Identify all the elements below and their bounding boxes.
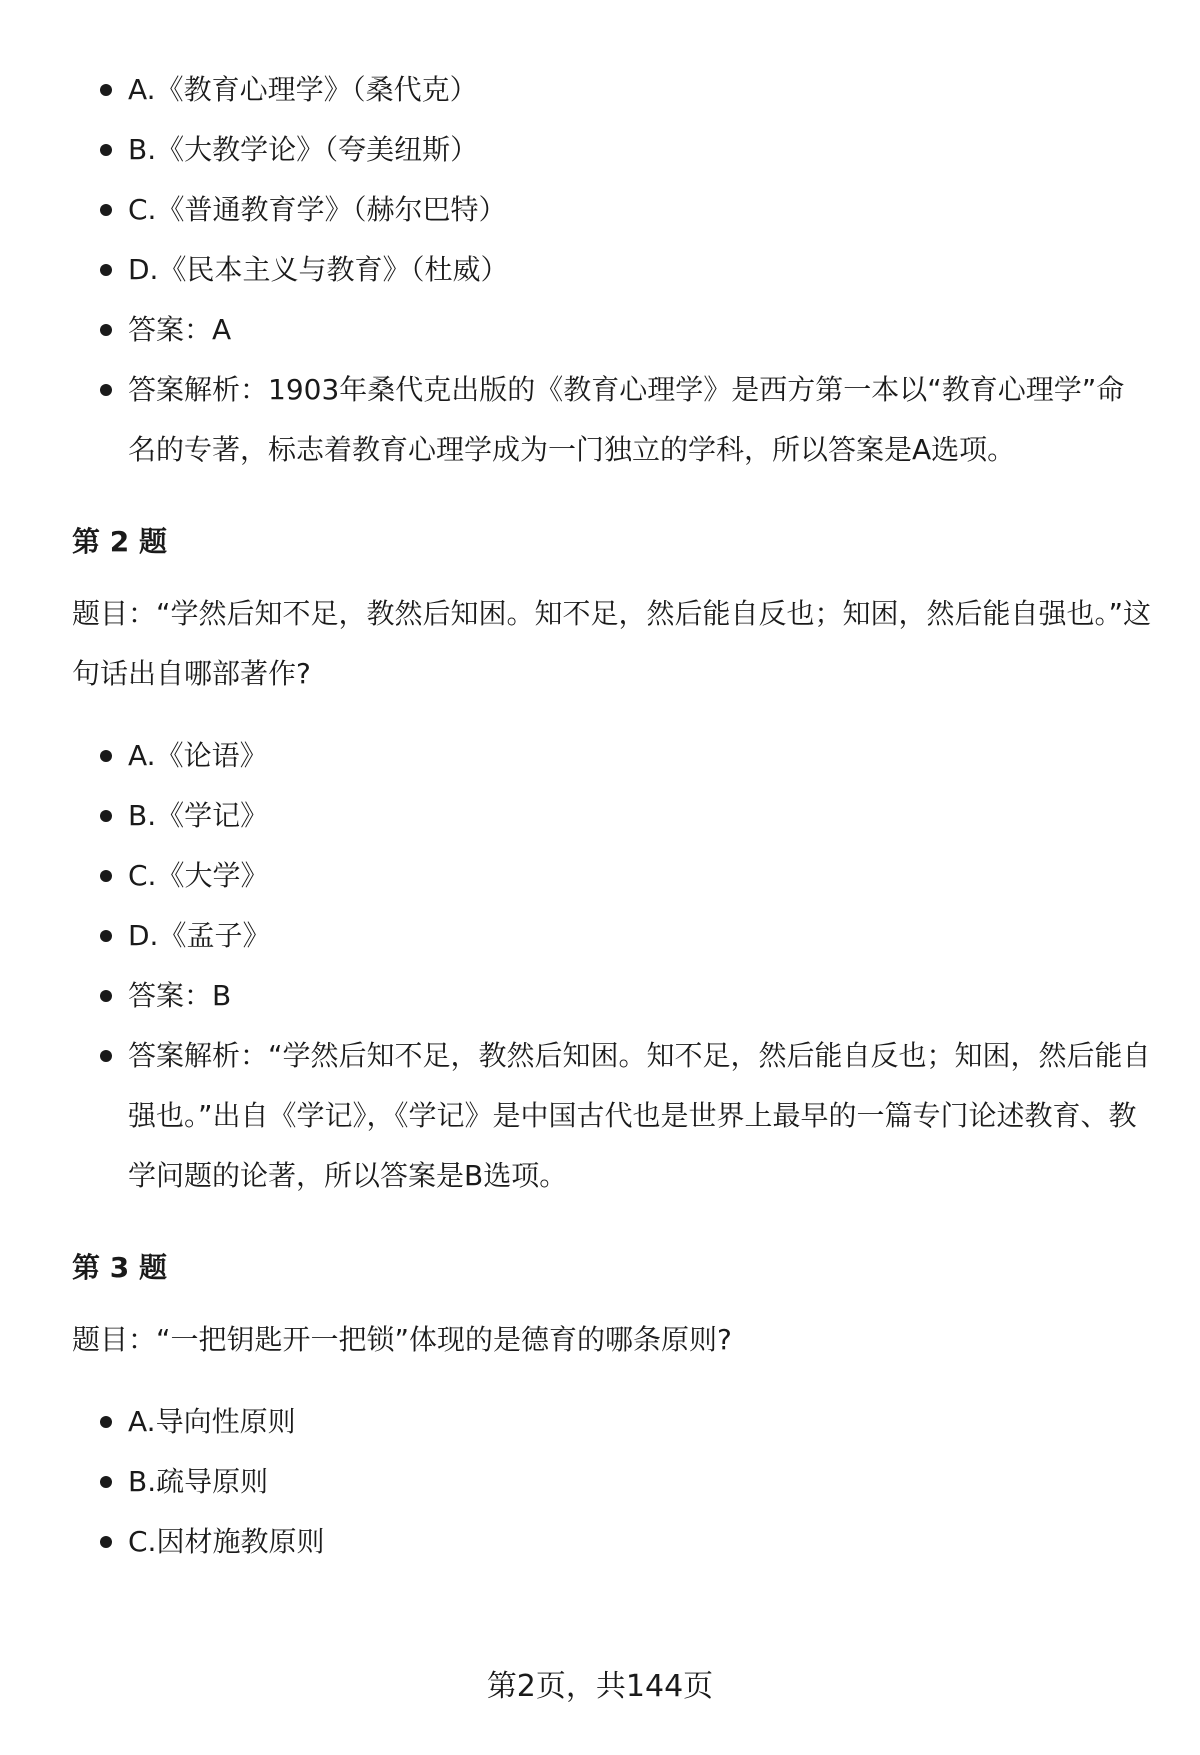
analysis-text: 答案解析：“学然后知不足，教然后知困。知不足，然后能自反也；知困，然后能自强也。”出自《学记》，《学记》是中国古代也是世界上最早的一篇专门论述教育、教学问题的论著，所以答案是B选项。: [128, 1039, 1151, 1192]
q2-heading: 第 2 题: [72, 525, 167, 558]
bullet-icon: [100, 930, 112, 942]
q2-answer: [72, 966, 1152, 1026]
bullet-icon: [100, 1476, 112, 1488]
q2-analysis: [72, 1026, 1152, 1206]
q3-option-c: [72, 1512, 1152, 1572]
bullet-icon: [100, 204, 112, 216]
bullet-icon: [100, 264, 112, 276]
option-text: D.《民本主义与教育》（杜威）: [128, 253, 509, 286]
bullet-icon: [100, 144, 112, 156]
q3-option-list: [72, 1392, 1152, 1572]
page-footer: 第2页，共144页: [486, 1669, 714, 1704]
q3-option-b: [72, 1452, 1152, 1512]
analysis-text: 答案解析：1903年桑代克出版的《教育心理学》是西方第一本以“教育心理学”命名的专著，标志着教育心理学成为一门独立的学科，所以答案是A选项。: [128, 373, 1125, 466]
option-text: D.《孟子》: [128, 919, 271, 952]
q2-option-b: [72, 786, 1152, 846]
bullet-icon: [100, 870, 112, 882]
q2-option-list: [72, 726, 1152, 1206]
q3-stem: 题目：“一把钥匙开一把锁”体现的是德育的哪条原则?: [72, 1323, 732, 1356]
q1-option-list: [72, 60, 1152, 480]
q1-option-b: [72, 120, 1152, 180]
bullet-icon: [100, 1536, 112, 1548]
option-text: C.因材施教原则: [128, 1525, 325, 1558]
answer-text: 答案：A: [128, 313, 232, 346]
option-text: C.《普通教育学》（赫尔巴特）: [128, 193, 507, 226]
q2-option-d: [72, 906, 1152, 966]
document-page: [72, 60, 1152, 1572]
q2-option-a: [72, 726, 1152, 786]
option-text: A.《教育心理学》（桑代克）: [128, 73, 478, 106]
option-text: A.导向性原则: [128, 1405, 296, 1438]
q2-option-c: [72, 846, 1152, 906]
answer-text: 答案：B: [128, 979, 232, 1012]
option-text: A.《论语》: [128, 739, 268, 772]
q3-heading: 第 3 题: [72, 1251, 167, 1284]
q1-option-c: [72, 180, 1152, 240]
bullet-icon: [100, 810, 112, 822]
q3-option-a: [72, 1392, 1152, 1452]
bullet-icon: [100, 750, 112, 762]
bullet-icon: [100, 324, 112, 336]
option-text: B.《学记》: [128, 799, 269, 832]
q1-answer: [72, 300, 1152, 360]
bullet-icon: [100, 990, 112, 1002]
option-text: B.《大教学论》（夸美纽斯）: [128, 133, 479, 166]
option-text: B.疏导原则: [128, 1465, 269, 1498]
bullet-icon: [100, 84, 112, 96]
option-text: C.《大学》: [128, 859, 269, 892]
q1-option-a: [72, 60, 1152, 120]
q1-option-d: [72, 240, 1152, 300]
q2-stem: 题目：“学然后知不足，教然后知困。知不足，然后能自反也；知困，然后能自强也。”这句话出自哪部著作?: [72, 597, 1152, 690]
bullet-icon: [100, 1050, 112, 1062]
bullet-icon: [100, 384, 112, 396]
q1-analysis: [72, 360, 1152, 480]
bullet-icon: [100, 1416, 112, 1428]
